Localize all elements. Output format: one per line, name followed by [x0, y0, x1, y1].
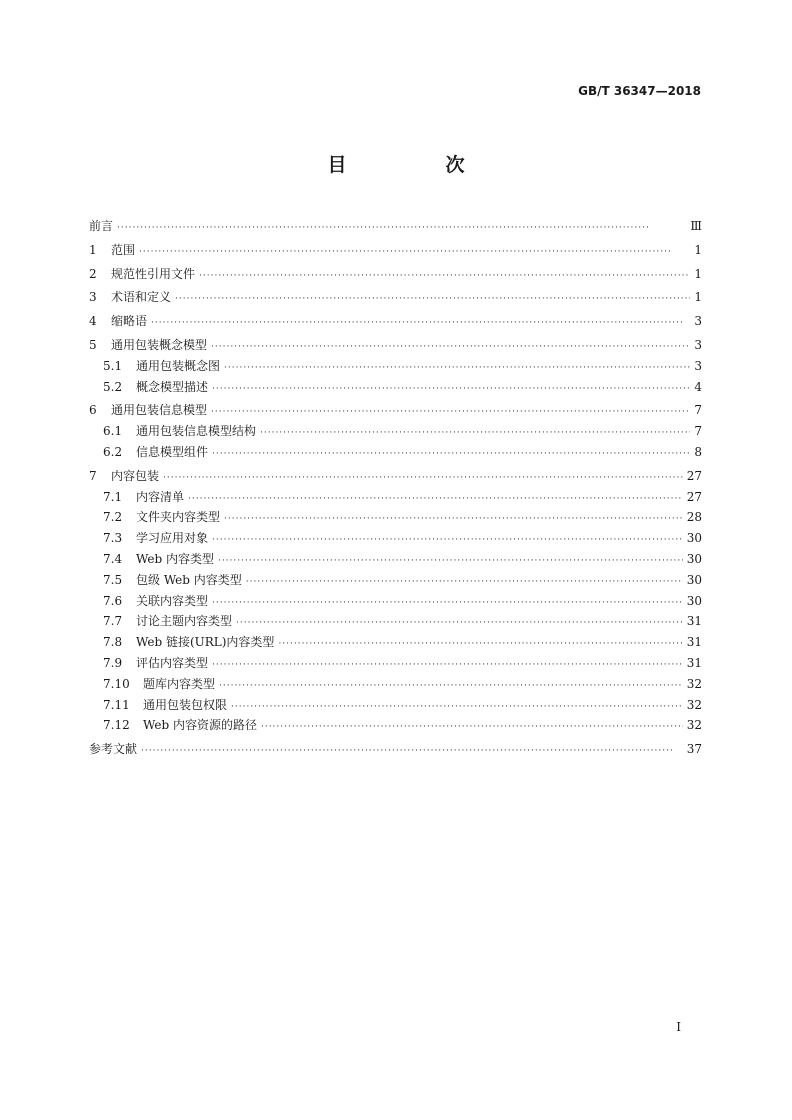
- toc-entry-number: 2: [89, 266, 97, 281]
- dot-leader: [175, 294, 690, 304]
- toc-entry[interactable]: [89, 422, 702, 443]
- dot-leader: [151, 318, 690, 328]
- dot-leader: [199, 271, 690, 281]
- toc-entry-page: 32: [686, 718, 702, 733]
- toc-entry-title: 信息模型组件: [136, 444, 209, 459]
- toc-entry-number: 6.2: [103, 444, 123, 459]
- toc-entry[interactable]: [89, 550, 702, 571]
- toc-entry-page: 3: [694, 358, 702, 373]
- dot-leader: [211, 407, 690, 417]
- dot-leader: [260, 428, 690, 438]
- dot-leader: [188, 494, 683, 504]
- toc-entry-page: 30: [686, 551, 702, 566]
- toc-entry-number: 7.12: [103, 718, 130, 733]
- page-title: 目 次: [327, 154, 505, 176]
- toc-entry[interactable]: [89, 612, 702, 633]
- toc-entry-title: 包级 Web 内容类型: [136, 572, 242, 587]
- toc-entry-page: 32: [686, 676, 702, 691]
- toc-entry[interactable]: [89, 336, 702, 357]
- dot-leader: [212, 535, 683, 545]
- toc-entry-page: 1: [694, 242, 702, 257]
- toc-entry-title: 关联内容类型: [136, 593, 209, 608]
- toc-entry-title: 通用包装概念图: [136, 358, 221, 373]
- toc-entry-title: 术语和定义: [111, 290, 172, 305]
- toc-entry-title: 通用包装包权限: [143, 697, 228, 712]
- toc-entry-title: 规范性引用文件: [111, 266, 196, 281]
- toc-entry[interactable]: [89, 633, 702, 654]
- toc-entry-number: 7.2: [103, 510, 123, 525]
- toc-entry-title: 通用包装信息模型结构: [136, 424, 257, 439]
- standard-code: GB/T 36347—2018: [578, 84, 701, 98]
- toc-entry-title: 缩略语: [111, 314, 148, 329]
- dot-leader: [236, 618, 683, 628]
- toc-entry-page: 27: [686, 468, 702, 483]
- toc-entry[interactable]: [89, 696, 702, 717]
- dot-leader: [139, 247, 690, 257]
- toc-entry-number: 7.8: [103, 635, 123, 650]
- dot-leader: [212, 449, 690, 459]
- dot-leader: [231, 702, 683, 712]
- toc-entry-title: 范围: [111, 242, 136, 257]
- toc-entry-number: 7.9: [103, 655, 123, 670]
- toc-entry[interactable]: [89, 675, 702, 696]
- toc-entry-number: 7: [89, 468, 97, 483]
- toc-entry-title: 通用包装信息模型: [111, 403, 208, 418]
- toc-entry-number: 6: [89, 403, 97, 418]
- toc-entry[interactable]: [89, 467, 702, 488]
- dot-leader: [278, 639, 682, 649]
- dot-leader: [141, 746, 683, 756]
- toc-entry-title: 评估内容类型: [136, 655, 209, 670]
- toc-entry-number: 7.7: [103, 614, 123, 629]
- toc-entry-title: 通用包装概念模型: [111, 337, 208, 352]
- toc-entry-number: 5: [89, 337, 97, 352]
- toc-entry-page: 28: [686, 510, 702, 525]
- toc-entry[interactable]: [89, 716, 702, 737]
- dot-leader: [212, 598, 683, 608]
- toc-entry-number: 4: [89, 314, 97, 329]
- toc-entry-page: 30: [686, 531, 702, 546]
- toc-entry[interactable]: [89, 443, 702, 464]
- toc-entry-title: Web 内容资源的路径: [143, 718, 257, 733]
- toc-entry[interactable]: [89, 241, 702, 262]
- toc-entry-page: 30: [686, 572, 702, 587]
- dot-leader: [246, 577, 683, 587]
- toc-entry-number: 7.1: [103, 489, 123, 504]
- toc-entry-page: 3: [694, 314, 702, 329]
- toc-entry-number: 1: [89, 242, 97, 257]
- dot-leader: [218, 556, 683, 566]
- toc-entry-page: 7: [694, 424, 702, 439]
- dot-leader: [212, 660, 683, 670]
- toc-entry[interactable]: [89, 740, 702, 761]
- toc-entry-number: 7.5: [103, 572, 123, 587]
- toc-entry-page: Ⅲ: [690, 219, 702, 233]
- dot-leader: [163, 473, 683, 483]
- toc-entry-page: 31: [686, 614, 702, 629]
- toc-entry[interactable]: [89, 357, 702, 378]
- toc-entry-title: 内容清单: [136, 489, 185, 504]
- toc-entry-number: 7.3: [103, 531, 123, 546]
- toc-entry-page: 30: [686, 593, 702, 608]
- toc-entry[interactable]: [89, 571, 702, 592]
- toc-entry-number: 7.10: [103, 676, 130, 691]
- toc-entry-number: 5.1: [103, 358, 123, 373]
- dot-leader: [224, 514, 683, 524]
- toc-entry-page: 31: [686, 655, 702, 670]
- toc-entry-page: 27: [686, 489, 702, 504]
- toc-entry-page: 7: [694, 403, 702, 418]
- dot-leader: [224, 363, 690, 373]
- toc-entry[interactable]: [89, 312, 702, 333]
- toc-entry-number: 3: [89, 290, 97, 305]
- dot-leader: [211, 342, 690, 352]
- toc-entry[interactable]: [89, 508, 702, 529]
- toc-entry-title: 文件夹内容类型: [136, 510, 221, 525]
- toc-entry-page: 1: [694, 266, 702, 281]
- toc-entry-title: 讨论主题内容类型: [136, 614, 233, 629]
- toc-entry[interactable]: [89, 265, 702, 286]
- toc-entry-title: Web 内容类型: [136, 551, 214, 566]
- toc-entry-page: 1: [694, 290, 702, 305]
- toc-entry[interactable]: [89, 401, 702, 422]
- toc-entry-number: 7.4: [103, 551, 123, 566]
- toc-entry[interactable]: [89, 529, 702, 550]
- dot-leader: [212, 384, 690, 394]
- toc-entry[interactable]: [89, 288, 702, 309]
- toc-entry-page: 37: [686, 742, 702, 757]
- toc-entry-page: 8: [694, 444, 702, 459]
- toc-entry-number: 7.11: [103, 697, 130, 712]
- table-of-contents: [89, 217, 702, 761]
- toc-entry-page: 3: [694, 337, 702, 352]
- toc-entry-page: 32: [686, 697, 702, 712]
- toc-entry-number: 7.6: [103, 593, 123, 608]
- toc-entry-page: 31: [686, 635, 702, 650]
- dot-leader: [261, 722, 683, 732]
- dot-leader: [117, 223, 686, 233]
- toc-entry-title: Web 链接(URL)内容类型: [136, 635, 275, 650]
- toc-entry-title: 内容包装: [111, 468, 160, 483]
- toc-entry-number: 6.1: [103, 424, 123, 439]
- toc-entry[interactable]: [89, 654, 702, 675]
- toc-entry-title: 题库内容类型: [143, 676, 216, 691]
- toc-entry[interactable]: [89, 592, 702, 613]
- toc-entry-number: 5.2: [103, 379, 123, 394]
- toc-entry-title: 前言: [89, 219, 114, 233]
- toc-entry[interactable]: [89, 378, 702, 399]
- toc-entry[interactable]: [89, 488, 702, 509]
- toc-entry-title: 概念模型描述: [136, 379, 209, 394]
- toc-entry[interactable]: [89, 217, 702, 238]
- toc-entry-title: 学习应用对象: [136, 531, 209, 546]
- page-number: I: [676, 1020, 681, 1034]
- toc-entry-page: 4: [694, 379, 702, 394]
- dot-leader: [219, 681, 683, 691]
- toc-entry-title: 参考文献: [89, 742, 138, 757]
